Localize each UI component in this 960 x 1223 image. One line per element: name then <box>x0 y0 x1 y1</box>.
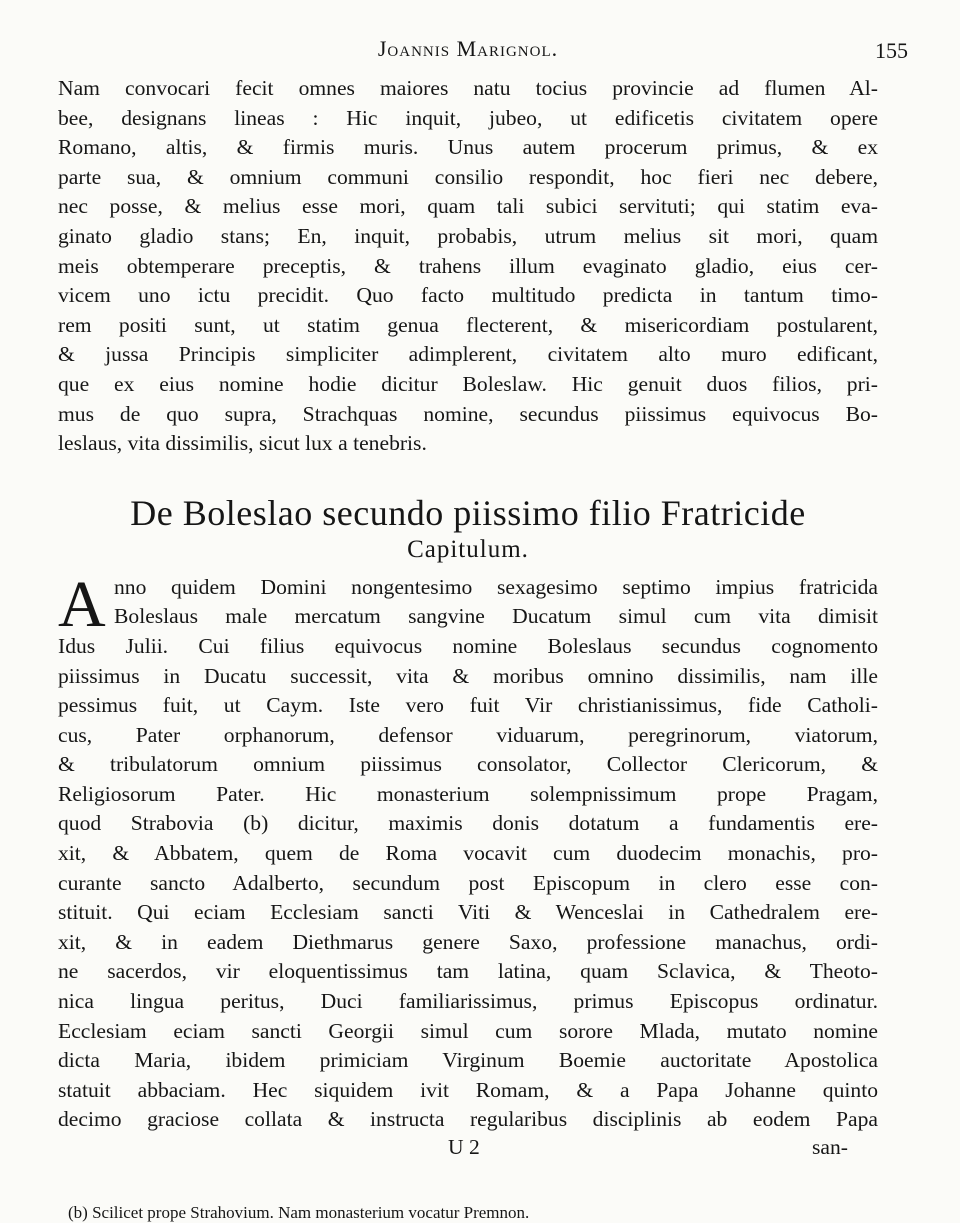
text-line: vicem uno ictu precidit. Quo facto multitudo predicta in tantum timo- <box>58 283 878 308</box>
text-line: Nam convocari fecit omnes maiores natu tocius provincie ad flumen Al- <box>58 76 878 100</box>
text-line: ne sacerdos, vir eloquentissimus tam latina, quam Sclavica, & Theoto- <box>58 959 878 984</box>
text-line: & jussa Principis simpliciter adimplerent, civitatem alto muro edificant, <box>58 342 878 367</box>
text-line: meis obtemperare preceptis, & trahens illum evaginato gladio, eius cer- <box>58 253 878 278</box>
drop-cap: A <box>58 567 106 641</box>
text-line: bee, designans lineas : Hic inquit, jubeo, ut edificetis civitatem opere <box>58 105 878 130</box>
text-line: dicta Maria, ibidem primiciam Virginum Boemie auctoritate Apostolica <box>58 1048 878 1073</box>
catchword: san- <box>812 1135 848 1159</box>
paragraph-2 <box>58 567 878 1135</box>
text-line: Religiosorum Pater. Hic monasterium solempnissimum prope Pragam, <box>58 781 878 806</box>
text-line: nec posse, & melius esse mori, quam tali subici servituti; qui statim eva- <box>58 194 878 219</box>
running-head <box>58 30 908 74</box>
text-line: xit, & Abbatem, quem de Roma vocavit cum duodecim monachis, pro- <box>58 841 878 866</box>
page-number: 155 <box>875 38 908 63</box>
text-line: Boleslaus male mercatum sangvine Ducatum simul cum vita dimisit <box>114 604 878 629</box>
signature-mark: U 2 <box>448 1135 480 1159</box>
text-line: pessimus fuit, ut Caym. Iste vero fuit Vir christianissimus, fide Catholi- <box>58 693 878 718</box>
footnote: (b) Scilicet prope Strahovium. Nam monasterium vocatur Premnon. <box>68 1203 530 1222</box>
text-line: leslaus, vita dissimilis, sicut lux a tenebris. <box>58 431 427 456</box>
text-line: quod Strabovia (b) dicitur, maximis donis dotatum a fundamentis ere- <box>58 811 878 836</box>
text-line: mus de quo supra, Strachquas nomine, secundus piissimus equivocus Bo- <box>58 401 878 426</box>
text-line: xit, & in eadem Diethmarus genere Saxo, professione manachus, ordi- <box>58 929 878 954</box>
chapter-subtitle: Capitulum. <box>407 535 529 563</box>
text-line: Romano, altis, & firmis muris. Unus autem procerum primus, & ex <box>58 135 878 160</box>
running-title: Joannis Marignol. <box>377 36 559 61</box>
text-line: curante sancto Adalberto, secundum post Episcopum in clero esse con- <box>58 870 878 895</box>
chapter-title: De Boleslao secundo piissimo filio Fratricide <box>130 492 806 533</box>
text-line: nica lingua peritus, Duci familiarissimus, primus Episcopus ordinatur. <box>58 989 878 1014</box>
text-line: decimo graciose collata & instructa regularibus disciplinis ab eodem Papa <box>58 1107 878 1132</box>
book-page <box>58 30 908 1223</box>
text-line: stituit. Qui eciam Ecclesiam sancti Viti & Wenceslai in Cathedralem ere- <box>58 900 878 925</box>
text-line: parte sua, & omnium communi consilio respondit, hoc fieri nec debere, <box>58 164 878 189</box>
text-line: rem positi sunt, ut statim genua flecterent, & misericordiam postularent, <box>58 312 878 337</box>
paragraph-1 <box>58 74 878 459</box>
text-line: ginato gladio stans; En, inquit, probabis, utrum melius sit mori, quam <box>58 223 878 248</box>
text-line: nno quidem Domini nongentesimo sexagesimo septimo impius fratricida <box>114 574 878 599</box>
text-line: cus, Pater orphanorum, defensor viduarum, peregrinorum, viatorum, <box>58 722 878 747</box>
text-line: piissimus in Ducatu successit, vita & moribus omnino dissimilis, nam ille <box>58 663 878 688</box>
text-line: statuit abbaciam. Hec siquidem ivit Romam, & a Papa Johanne quinto <box>58 1077 878 1102</box>
text-line: & tribulatorum omnium piissimus consolator, Collector Clericorum, & <box>58 752 878 777</box>
text-line: que ex eius nomine hodie dicitur Boleslaw. Hic genuit duos filios, pri- <box>58 371 878 396</box>
text-line: Ecclesiam eciam sancti Georgii simul cum sorore Mlada, mutato nomine <box>58 1018 878 1043</box>
page-foot <box>58 1135 878 1165</box>
text-line: Idus Julii. Cui filius equivocus nomine Boleslaus secundus cognomento <box>58 633 878 658</box>
